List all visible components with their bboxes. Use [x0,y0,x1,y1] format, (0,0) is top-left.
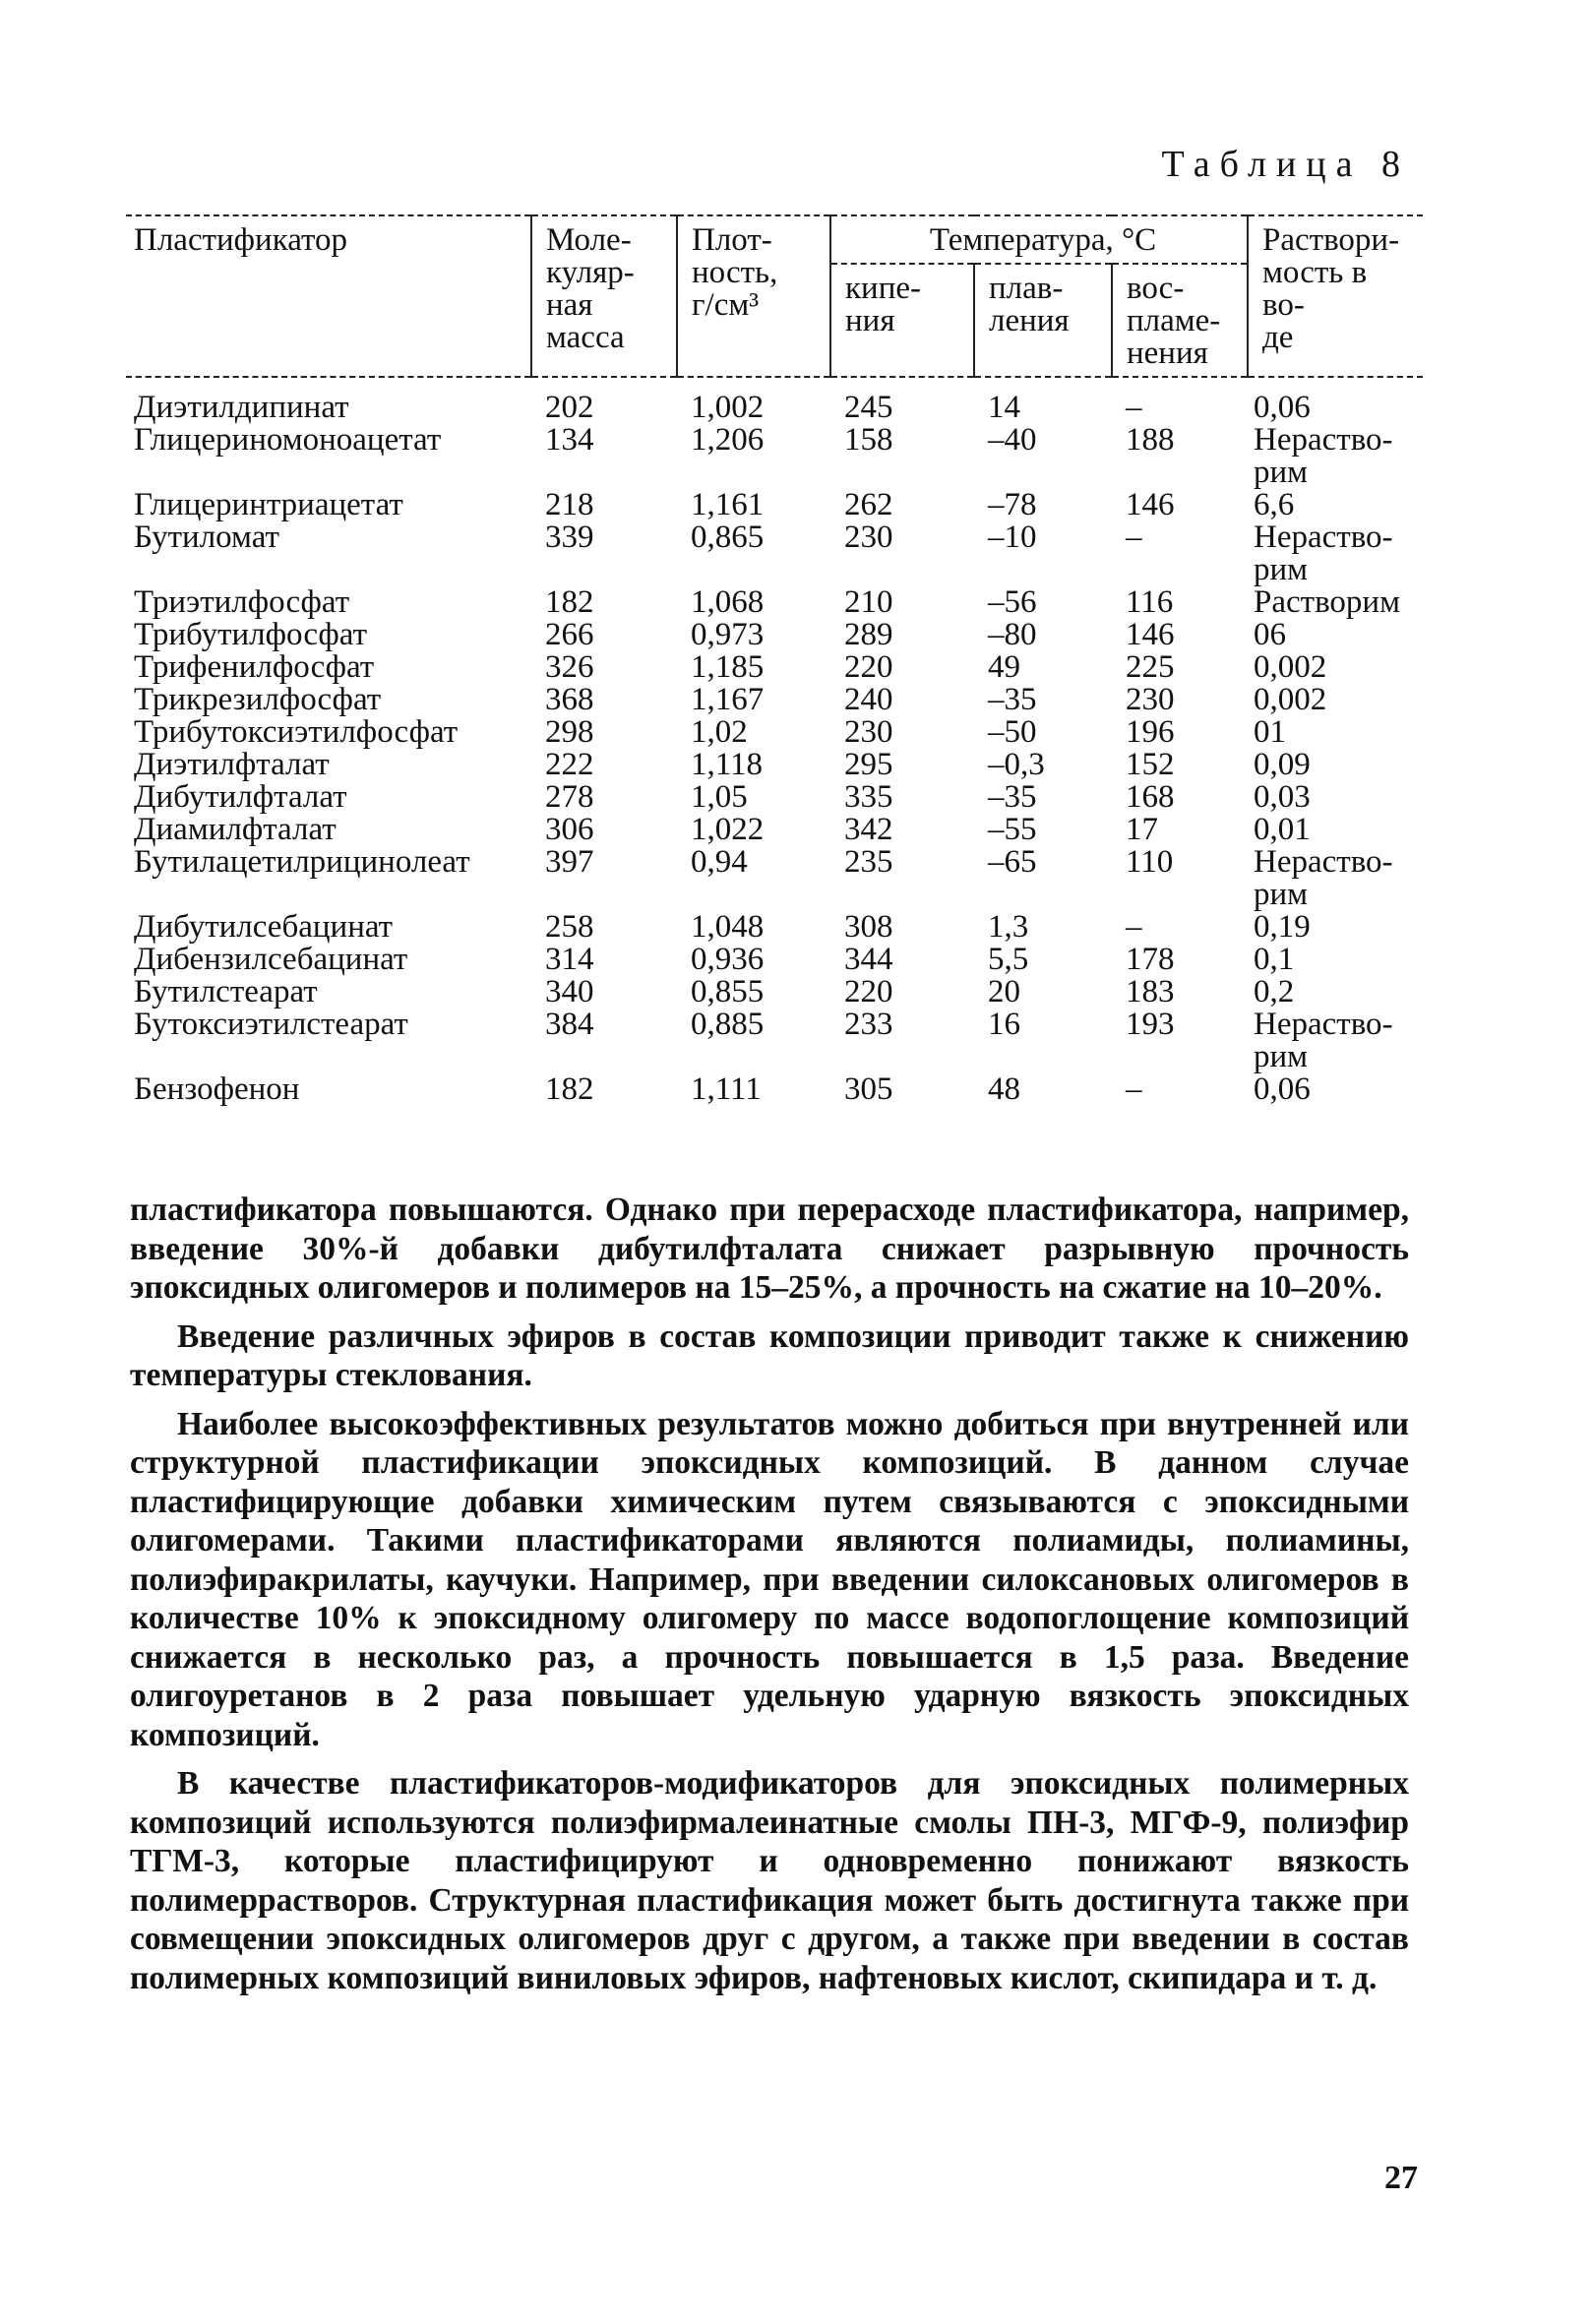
cell-boil: 342 [844,812,893,847]
cell-boil: 262 [844,487,893,522]
cell-mw: 339 [545,520,594,555]
cell-mw: 134 [545,422,594,458]
cell-name: Диэтилдипинат [134,390,349,425]
cell-mw: 384 [545,1007,594,1042]
paragraph: Введение различных эфиров в состав композиции приводит также к снижению температуры стеклования. [130,1317,1409,1393]
cell-boil: 158 [844,422,893,458]
cell-flash: 152 [1126,747,1175,782]
table-row [126,377,1423,424]
cell-solubility: 6,6 [1254,487,1295,522]
cell-melt: –40 [988,422,1037,458]
cell-boil: 230 [844,714,893,750]
header-solubility: Раствори- мость в во- де [1248,215,1423,377]
cell-melt: –0,3 [988,747,1045,782]
cell-name: Бутилацетилрицинолеат [134,844,470,880]
cell-mw: 258 [545,909,594,945]
cell-boil: 245 [844,390,893,425]
cell-density: 0,936 [691,942,765,977]
cell-solubility: 0,09 [1254,747,1311,782]
cell-mw: 202 [545,390,594,425]
cell-mw: 266 [545,617,594,652]
cell-density: 1,022 [691,812,765,847]
table-row [126,1073,1423,1106]
cell-density: 1,02 [691,714,748,750]
cell-flash: – [1126,520,1142,555]
cell-name: Дибутилсебацинат [134,909,394,945]
cell-mw: 182 [545,1071,594,1107]
cell-boil: 289 [844,617,893,652]
table-caption: Таблица 8 [1161,144,1410,185]
cell-flash: – [1126,390,1142,425]
cell-name: Диэтилфталат [134,747,330,782]
cell-flash: 146 [1126,487,1175,522]
cell-flash: 196 [1126,714,1175,750]
table-row [126,976,1423,1009]
table-row [126,1009,1423,1073]
cell-boil: 305 [844,1071,893,1107]
cell-flash: – [1126,1071,1142,1107]
cell-name: Дибутилфталат [134,779,347,815]
cell-flash: 110 [1126,844,1174,880]
cell-boil: 220 [844,974,893,1009]
table-row [126,586,1423,619]
cell-flash: 146 [1126,617,1175,652]
cell-solubility: 0,06 [1254,1071,1311,1107]
cell-mw: 314 [545,942,594,977]
cell-boil: 233 [844,1007,893,1042]
cell-boil: 295 [844,747,893,782]
paragraph: В качестве пластификаторов-модификаторов для эпоксидных полимерных композиций используются полиэфирмалеинатные смолы ПН-3, МГФ-9, полиэфир ТГМ-3, которые пластифицируют и одновременно понижают вязкость полимеррастворов. Структурная пластификация может быть достигнута также при совмещении эпоксидных олигомеров друг с другом, а также при введении в состав полимерных композиций виниловых эфиров, нафтеновых кислот, скипидара и т. д. [130,1765,1409,1996]
cell-density: 1,118 [691,747,764,782]
cell-melt: –56 [988,584,1037,620]
cell-density: 1,167 [691,682,765,717]
table-row [126,716,1423,749]
table-row [126,781,1423,814]
cell-density: 1,161 [691,487,765,522]
cell-melt: 1,3 [988,909,1029,945]
cell-melt: –50 [988,714,1037,750]
header-temperature: Температура, °С [830,215,1248,264]
cell-solubility: 0,002 [1254,649,1327,685]
cell-density: 1,05 [691,779,748,815]
cell-name: Трикрезилфосфат [134,682,382,717]
cell-boil: 308 [844,909,893,945]
header-plasticizer: Пластификатор [126,215,531,377]
cell-density: 0,855 [691,974,765,1009]
cell-melt: 16 [988,1007,1020,1042]
cell-mw: 222 [545,747,594,782]
cell-melt: –35 [988,682,1037,717]
table-row [126,944,1423,976]
cell-boil: 344 [844,942,893,977]
cell-melt: 48 [988,1071,1020,1107]
cell-solubility: 0,06 [1254,390,1311,425]
cell-solubility: Нераство- рим [1254,1007,1393,1074]
cell-mw: 368 [545,682,594,717]
cell-flash: 183 [1126,974,1175,1009]
header-density: Плот- ность, г/см³ [677,215,830,377]
cell-flash: 193 [1126,1007,1175,1042]
cell-solubility: Нераство- рим [1254,844,1393,912]
table-row [126,619,1423,651]
cell-flash: 230 [1126,682,1175,717]
cell-name: Трибутоксиэтилфосфат [134,714,459,750]
cell-density: 1,206 [691,422,765,458]
table-row [126,424,1423,489]
table-row [126,749,1423,781]
cell-melt: –35 [988,779,1037,815]
header-molecular-weight: Моле- куляр- ная масса [531,215,677,377]
cell-boil: 230 [844,520,893,555]
table-row [126,521,1423,586]
cell-mw: 397 [545,844,594,880]
cell-density: 0,973 [691,617,765,652]
table-row [126,846,1423,911]
cell-solubility: 0,1 [1254,942,1295,977]
cell-melt: 5,5 [988,942,1029,977]
table-row [126,651,1423,684]
cell-mw: 340 [545,974,594,1009]
cell-melt: –55 [988,812,1037,847]
cell-solubility: 0,2 [1254,974,1295,1009]
page-number: 27 [1384,2160,1418,2196]
header-flash: вос- пламе- нения [1112,264,1248,377]
cell-boil: 210 [844,584,893,620]
cell-solubility: Растворим [1254,584,1400,620]
cell-melt: –10 [988,520,1037,555]
cell-solubility: Нераство- рим [1254,520,1393,587]
cell-flash: 178 [1126,942,1175,977]
cell-name: Бутиломат [134,520,279,555]
table-row [126,814,1423,846]
cell-density: 1,185 [691,649,765,685]
paragraph: Наиболее высокоэффективных результатов можно добиться при внутренней или структурной пластификации эпоксидных композиций. В данном случае пластифицирующие добавки химическим путем связываются с эпоксидными олигомерами. Такими пластификаторами являются полиамиды, полиамины, полиэфиракрилаты, каучуки. Например, при введении силоксановых олигомеров в количестве 10% к эпоксидному олигомеру по массе водопоглощение композиций снижается в несколько раз, а прочность повышается в 1,5 раза. Введение олигоуретанов в 2 раза повышает удельную ударную вязкость эпоксидных композиций. [130,1405,1409,1753]
cell-solubility: Нераство- рим [1254,422,1393,490]
cell-name: Диамилфталат [134,812,337,847]
paragraph: пластификатора повышаются. Однако при перерасходе пластификатора, например, введение 30%-й добавки дибутилфталата снижает разрывную прочность эпоксидных олигомеров и полимеров на 15–25%, а прочность на сжатие на 10–20%. [130,1192,1409,1306]
header-boiling: кипе- ния [830,264,974,377]
cell-mw: 326 [545,649,594,685]
cell-flash: – [1126,909,1142,945]
cell-density: 1,068 [691,584,765,620]
cell-flash: 17 [1126,812,1158,847]
cell-flash: 168 [1126,779,1175,815]
table-row [126,684,1423,716]
header-melting: плав- ления [974,264,1112,377]
cell-boil: 220 [844,649,893,685]
cell-density: 0,94 [691,844,748,880]
cell-solubility: 0,01 [1254,812,1311,847]
cell-melt: –65 [988,844,1037,880]
cell-name: Дибензилсебацинат [134,942,408,977]
cell-density: 1,048 [691,909,765,945]
cell-density: 1,111 [691,1071,762,1107]
cell-solubility: 0,19 [1254,909,1311,945]
cell-flash: 116 [1126,584,1174,620]
cell-density: 1,002 [691,390,765,425]
cell-name: Триэтилфосфат [134,584,350,620]
cell-name: Бутоксиэтилстеарат [134,1007,408,1042]
cell-flash: 188 [1126,422,1175,458]
cell-name: Бутилстеарат [134,974,318,1009]
cell-boil: 335 [844,779,893,815]
cell-mw: 278 [545,779,594,815]
cell-boil: 235 [844,844,893,880]
cell-solubility: 06 [1254,617,1286,652]
cell-mw: 182 [545,584,594,620]
body-text [130,1191,1409,2007]
cell-density: 0,865 [691,520,765,555]
cell-mw: 306 [545,812,594,847]
cell-name: Трифенилфосфат [134,649,375,685]
cell-melt: 20 [988,974,1020,1009]
table-row [126,489,1423,521]
cell-mw: 218 [545,487,594,522]
cell-melt: –78 [988,487,1037,522]
cell-name: Бензофенон [134,1071,300,1107]
table-row [126,911,1423,944]
cell-melt: 49 [988,649,1020,685]
cell-name: Глицериномоноацетат [134,422,442,458]
cell-boil: 240 [844,682,893,717]
cell-solubility: 01 [1254,714,1286,750]
plasticizer-table [126,214,1423,1106]
cell-name: Трибутилфосфат [134,617,367,652]
cell-name: Глицеринтриацетат [134,487,403,522]
cell-density: 0,885 [691,1007,765,1042]
cell-solubility: 0,03 [1254,779,1311,815]
table-body [126,377,1423,1106]
cell-melt: 14 [988,390,1020,425]
cell-flash: 225 [1126,649,1175,685]
cell-melt: –80 [988,617,1037,652]
cell-solubility: 0,002 [1254,682,1327,717]
cell-mw: 298 [545,714,594,750]
